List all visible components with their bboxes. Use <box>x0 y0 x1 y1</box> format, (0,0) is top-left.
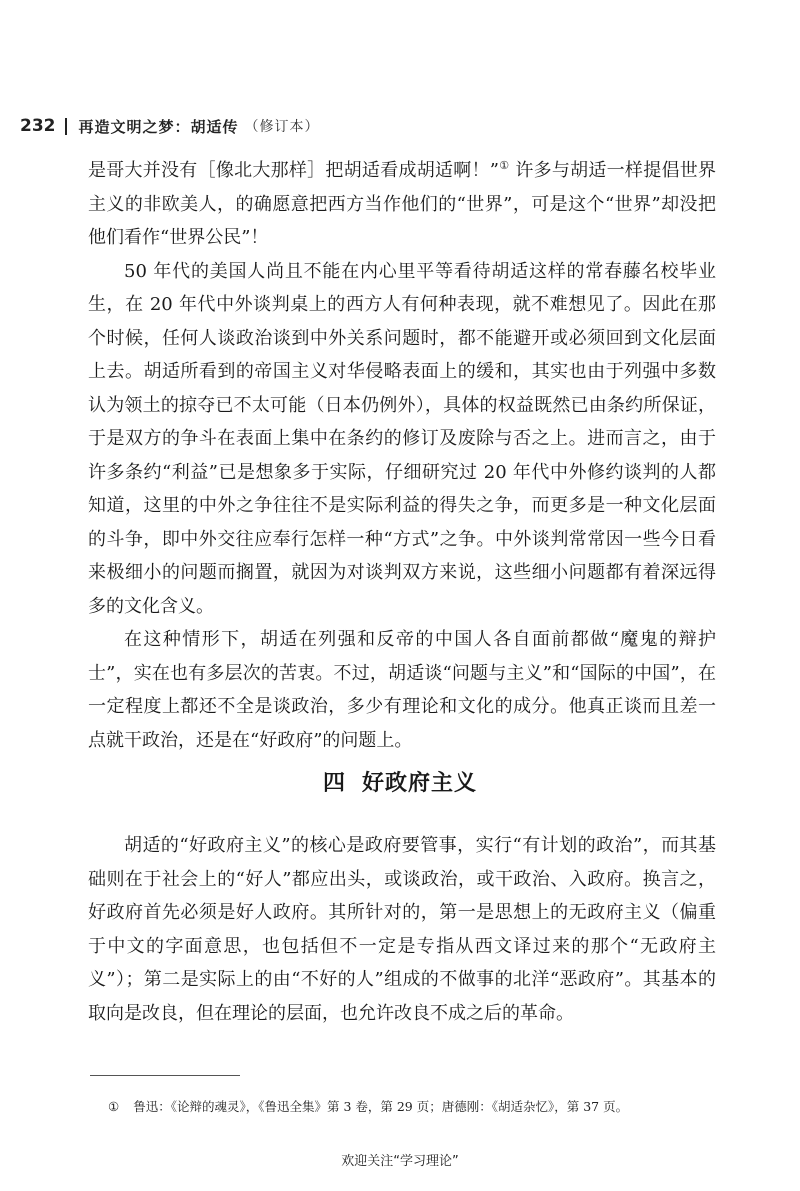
footnote <box>108 1097 628 1115</box>
top-text-block <box>88 154 716 757</box>
paragraph: 胡适的“好政府主义”的核心是政府要管事，实行“有计划的政治”，而其基础则在于社会上的“好人”都应出头，或谈政治，或干政治、入政府。换言之，好政府首先必须是好人政府。其所针对的，第一是思想上的无政府主义（偏重于中文的字面意思，也包括但不一定是专指从西文译过来的那个“无政府主义”）；第二是实际上的由“不好的人”组成的不做事的北洋“恶政府”。其基本的取向是改良，但在理论的层面，也允许改良不成之后的革命。 <box>88 835 716 1024</box>
footnote-reference[interactable]: ① <box>498 159 510 172</box>
paragraph-text: 是哥大并没有［像北大那样］把胡适看成胡适啊！” <box>88 160 499 181</box>
footnote-divider <box>90 1075 240 1076</box>
watermark-text: 欢迎关注“学习理论” <box>341 1154 459 1169</box>
paragraph-continued <box>88 154 716 255</box>
running-header <box>20 114 320 138</box>
book-subtitle: （修订本） <box>244 119 320 135</box>
footnote-text: 鲁迅：《论辩的魂灵》，《鲁迅全集》第 3 卷，第 29 页；唐德刚：《胡适杂忆》，第 37 页。 <box>133 1099 629 1114</box>
footnote-marker: ① <box>108 1099 120 1114</box>
section-number: 四 <box>322 771 346 796</box>
paragraph: 在这种情形下，胡适在列强和反帝的中国人各自面前都做“魔鬼的辩护士”，实在也有多层次的苦衷。不过，胡适谈“问题与主义”和“国际的中国”，在一定程度上都还不全是谈政治，多少有理论和文化的成分。他真正谈而且差一点就干政治，还是在“好政府”的问题上。 <box>88 629 716 751</box>
paragraph: 50 年代的美国人尚且不能在内心里平等看待胡适这样的常春藤名校毕业生，在 20 年代中外谈判桌上的西方人有何种表现，就不难想见了。因此在那个时候，任何人谈政治谈到中外关系问题时，都不能避开或必须回到文化层面上去。胡适所看到的帝国主义对华侵略表面上的缓和，其实也由于列强中多数认为领土的掠夺已不太可能（日本仍例外），具体的权益既然已由条约所保证，于是双方的争斗在表面上集中在条约的修订及废除与否之上。进而言之，由于许多条约“利益”已是想象多于实际，仔细研究过 20 年代中外修约谈判的人都知道，这里的中外之争往往不是实际利益的得失之争，而更多是一种文化层面的斗争，即中外交往应奉行怎样一种“方式”之争。中外谈判常常因一些今日看来极细小的问题而搁置，就因为对谈判双方来说，这些细小问题都有着深远得多的文化含义。 <box>88 260 716 617</box>
header-divider <box>65 118 67 135</box>
page-number: 232 <box>20 116 56 136</box>
section-text-block <box>88 829 716 1030</box>
section-heading <box>0 766 800 797</box>
paragraph-text: 许多与胡适一样提倡世界主义的非欧美人，的确愿意把西方当作他们的“世界”，可是这个“世界”却没把他们看作“世界公民”！ <box>88 160 716 248</box>
section-title: 好政府主义 <box>362 771 478 796</box>
book-title: 再造文明之梦：胡适传 <box>78 117 239 136</box>
